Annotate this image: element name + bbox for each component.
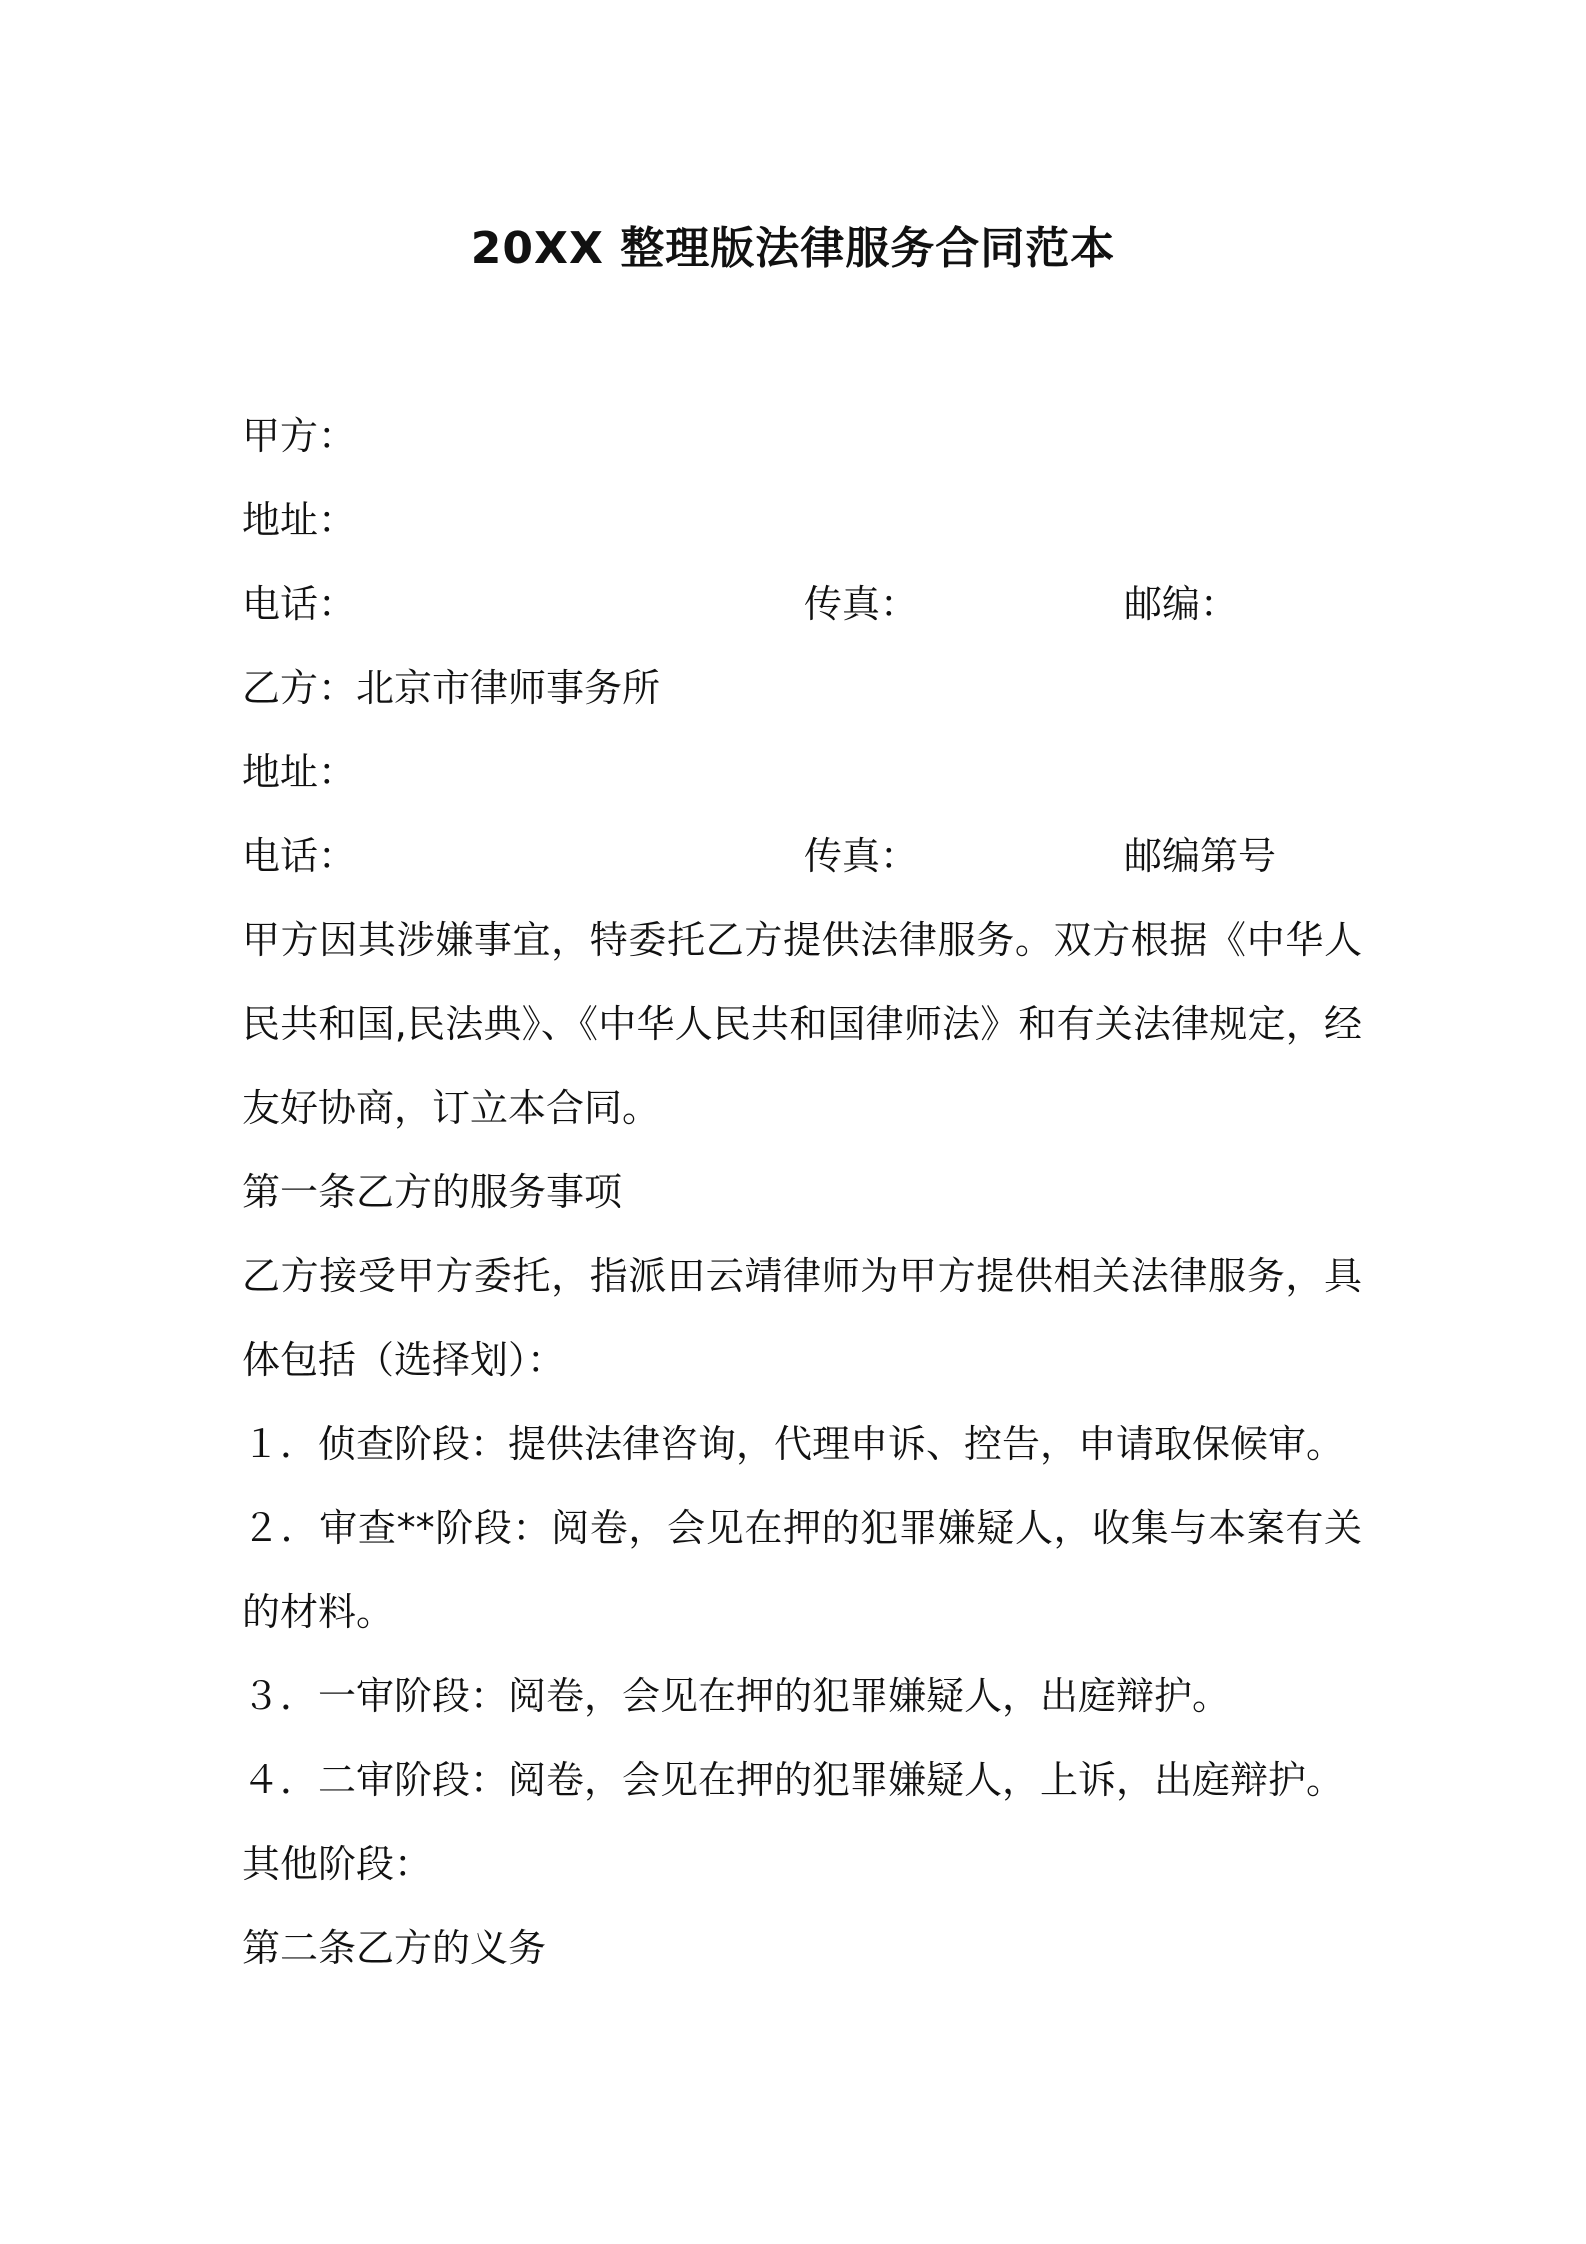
service-item-2: ２．审查**阶段：阅卷，会见在押的犯罪嫌疑人，收集与本案有关的材料。	[242, 1506, 1362, 1634]
party-b-label: 乙方：北京市律师事务所	[242, 666, 661, 710]
party-a-postcode-label: 邮编：	[1124, 582, 1239, 626]
party-a-phone-label: 电话：	[242, 582, 357, 626]
party-b-phone-label: 电话：	[242, 834, 357, 878]
party-b-postcode-label: 邮编第号	[1124, 834, 1277, 878]
party-b-fax-label: 传真：	[804, 834, 919, 878]
service-item-4: ４．二审阶段：阅卷，会见在押的犯罪嫌疑人，上诉，出庭辩护。	[242, 1758, 1345, 1802]
other-stage-label: 其他阶段：	[242, 1842, 433, 1886]
party-a-fax-label: 传真：	[804, 582, 919, 626]
document-title: 20XX 整理版法律服务合同范本	[470, 223, 1116, 274]
article-2-heading: 第二条乙方的义务	[242, 1926, 547, 1970]
party-b-address-label: 地址：	[242, 750, 357, 794]
article-1-heading: 第一条乙方的服务事项	[242, 1170, 623, 1214]
service-item-3: ３．一审阶段：阅卷，会见在押的犯罪嫌疑人，出庭辩护。	[242, 1674, 1231, 1718]
preamble-paragraph: 甲方因其涉嫌事宜，特委托乙方提供法律服务。双方根据《中华人民共和国,民法典》、《中华人民共和国律师法》和有关法律规定，经友好协商，订立本合同。	[242, 918, 1362, 1130]
party-a-address-label: 地址：	[242, 498, 357, 542]
party-a-label: 甲方：	[242, 414, 357, 458]
article-1-intro: 乙方接受甲方委托，指派田云靖律师为甲方提供相关法律服务，具体包括（选择划）：	[242, 1254, 1362, 1382]
service-item-1: １．侦查阶段：提供法律咨询，代理申诉、控告，申请取保候审。	[242, 1422, 1345, 1466]
